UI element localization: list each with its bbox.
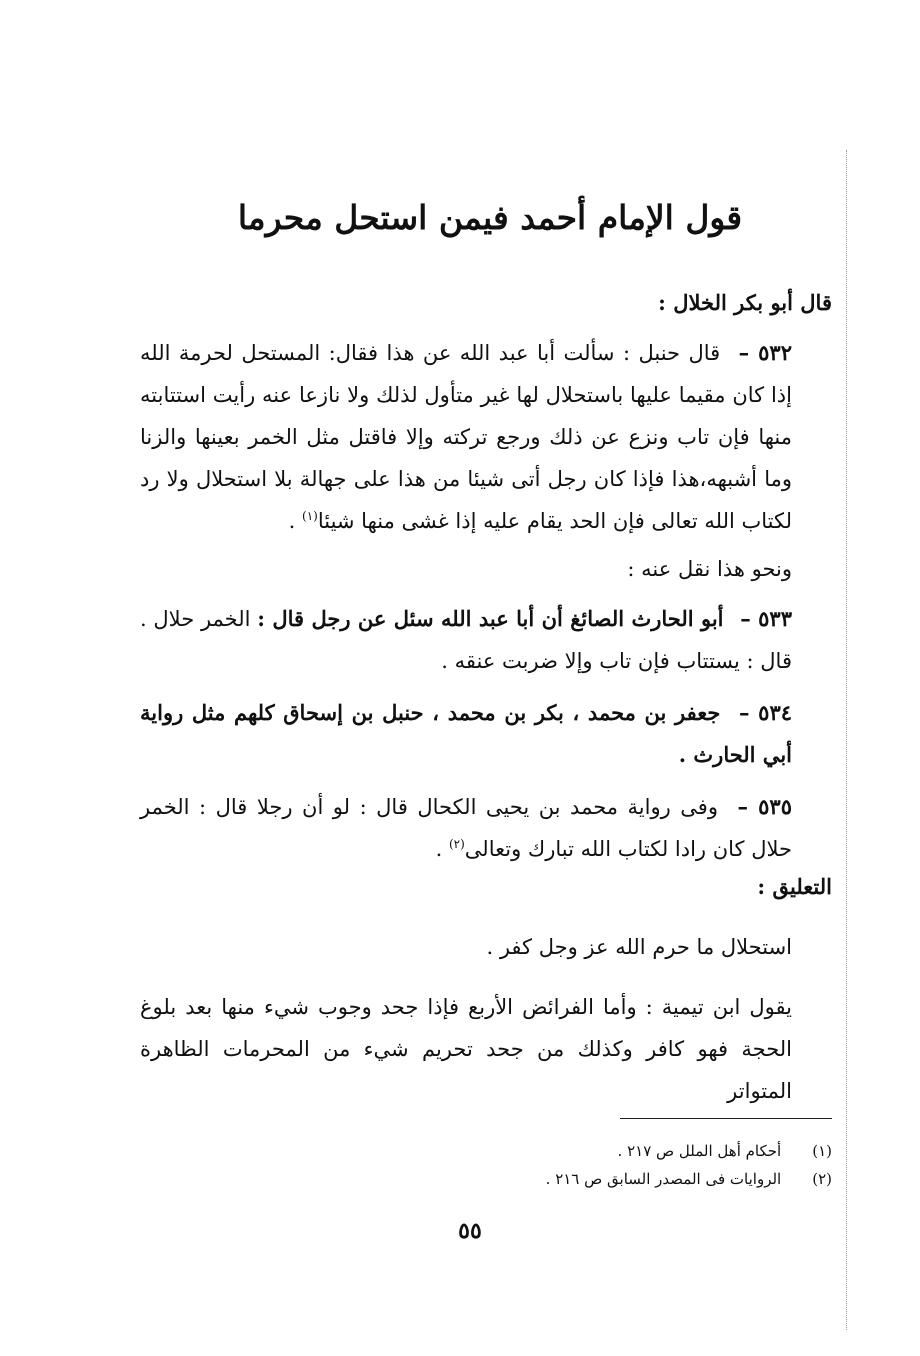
- page-title: قول الإمام أحمد فيمن استحل محرما: [237, 198, 743, 237]
- footnote-reference[interactable]: (٢): [448, 837, 465, 851]
- paragraph-533: [140, 598, 832, 682]
- paragraph-number: ٥٣٣ –: [740, 606, 792, 631]
- footnote-marker: (٢): [812, 1170, 832, 1188]
- footnote-reference[interactable]: (١): [302, 509, 318, 523]
- commentary-heading: التعليق :: [757, 874, 832, 899]
- footnote-marker: (١): [812, 1142, 832, 1160]
- commentary-line-1: استحلال ما حرم الله عز وجل كفر .: [486, 935, 792, 959]
- paragraph-534: [140, 692, 832, 776]
- paragraph-532: [140, 332, 832, 542]
- paragraph-end: .: [288, 509, 302, 533]
- footnote-divider: [620, 1118, 832, 1119]
- footnote-text: الروايات فى المصدر السابق ص ٢١٦ .: [545, 1170, 782, 1188]
- paragraph-text: وفى رواية محمد بن يحيى الكحال قال : لو أن رجلا قال : الخمر حلال كان رادا لكتاب الله تبارك وتعالى: [140, 795, 792, 861]
- paragraph-535: [140, 786, 832, 870]
- paragraph-end: .: [435, 837, 449, 861]
- page-number: ٥٥: [458, 1218, 482, 1244]
- paragraph-number: ٥٣٤ –: [739, 700, 793, 725]
- paragraph-text: قال حنبل : سألت أبا عبد الله عن هذا فقال: المستحل لحرمة الله إذا كان مقيما عليها باستحلال لها غير متأول لذلك ولا نازعا عنه رأيت استتابته منها فإن تاب ونزع عن ذلك ورجع تركته وإلا فاقتل مثل الخمر بعينها والزنا وما أشبهه،هذا فإذا كان رجل أتى شيئا من هذا على جهالة بلا استحلال ولا رد لكتاب الله تعالى فإن الحد يقام عليه إذا غشى منها شيئا: [140, 341, 792, 533]
- footnote-2: [140, 1166, 832, 1192]
- commentary-paragraph: يقول ابن تيمية : وأما الفرائض الأربع فإذا جحد وجوب شيء منها بعد بلوغ الحجة فهو كافر وكذلك من جحد تحريم شيء من المحرمات الظاهرة المتواتر: [140, 995, 792, 1103]
- paragraph-number: ٥٣٢ –: [738, 340, 792, 365]
- intro-line: قال أبو بكر الخلال :: [658, 290, 832, 315]
- paragraph-bold-text: أبو الحارث الصائغ أن أبا عبد الله سئل عن رجل قال :: [257, 606, 724, 631]
- footnote-text: أحكام أهل الملل ص ٢١٧ .: [617, 1142, 782, 1160]
- paragraph-text: الخمر حلال . قال : يستتاب فإن تاب وإلا ضربت عنقه .: [140, 607, 792, 673]
- paragraph-number: ٥٣٥ –: [737, 794, 792, 819]
- paragraph-bold-text: جعفر بن محمد ، بكر بن محمد ، حنبل بن إسحاق كلهم مثل رواية أبي الحارث .: [140, 700, 792, 767]
- intro-line-2: ونحو هذا نقل عنه :: [627, 557, 792, 581]
- footnote-1: [140, 1138, 832, 1164]
- page-edge-line: [846, 150, 847, 1330]
